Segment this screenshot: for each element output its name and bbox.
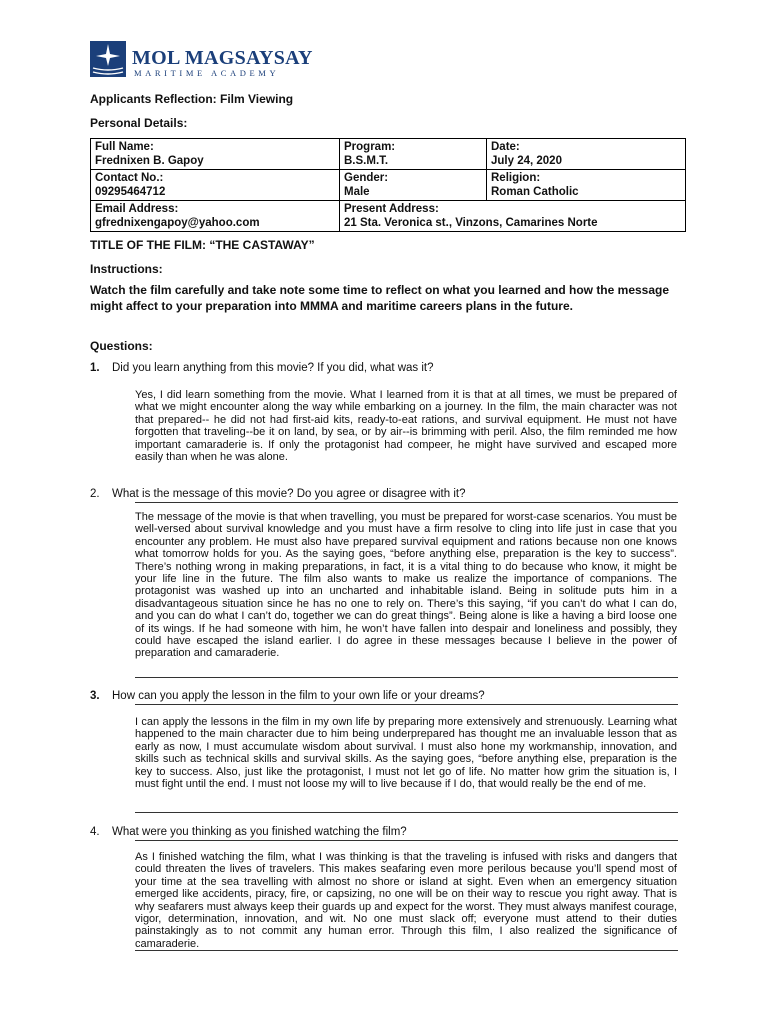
address-cell bbox=[340, 201, 686, 232]
religion-label: Religion: bbox=[491, 172, 541, 184]
question-number: 2. bbox=[90, 488, 100, 500]
full-name-label: Full Name: bbox=[95, 141, 154, 153]
question-text: Did you learn anything from this movie? If you did, what was it? bbox=[112, 362, 434, 374]
personal-details-table bbox=[90, 138, 686, 232]
document-title: Applicants Reflection: Film Viewing bbox=[90, 92, 294, 106]
table-row bbox=[91, 170, 686, 201]
date-value: July 24, 2020 bbox=[491, 155, 562, 167]
answer-line bbox=[135, 950, 678, 951]
email-value: gfrednixengapoy@yahoo.com bbox=[95, 217, 260, 229]
personal-details-heading: Personal Details: bbox=[90, 116, 188, 130]
answer-4: As I finished watching the film, what I was thinking is that the traveling is infused with risks and dangers that could threaten the lives of travelers. This makes seafaring even more perilous because you’ll spend most of your time at the sea travelling with almost no shore or island at sight. Even when an emergency situation emerged like accidents, piracy, fire, or capsizing, no one will be on their way to rescue you right away. That is why seafarers must always keep their guards up and expect for the worst. They must always manifest courage, vigor, determination, innovation, and wit. No one must slack off; everyone must attend to their duties painstakingly as to not commit any human error. Through this film, I also realized the significance of camaraderie. bbox=[135, 851, 677, 950]
logo-title: MOL MAGSAYSAY bbox=[132, 47, 313, 69]
gender-value: Male bbox=[344, 186, 370, 198]
answer-line bbox=[135, 812, 678, 813]
question-1 bbox=[90, 362, 434, 374]
answer-line bbox=[135, 677, 678, 678]
compass-star-logo-icon bbox=[90, 41, 126, 77]
address-label: Present Address: bbox=[344, 203, 439, 215]
date-cell bbox=[487, 139, 686, 170]
answer-3: I can apply the lessons in the film in my own life by preparing more extensively and strenuously. Learning what happened to the main character due to him being underprepared has thought me an invaluable lesson that as early as now, I must accumulate wisdom about survival. I must also hone my workmanship, innovation, and skills such as technical skills and survival skills. As the saying goes, “before anything else, preparation is the key to success. Also, just like the protagonist, I must not let go of life. No matter how grim the situation is, I must fight until the end. I must not loose my will to live because if I do, that would really be the end of me. bbox=[135, 716, 677, 791]
table-row bbox=[91, 139, 686, 170]
question-text: What is the message of this movie? Do you agree or disagree with it? bbox=[112, 488, 466, 500]
table-row bbox=[91, 201, 686, 232]
contact-cell bbox=[91, 170, 340, 201]
film-title: TITLE OF THE FILM: “THE CASTAWAY” bbox=[90, 238, 315, 252]
question-4 bbox=[90, 826, 407, 838]
religion-cell bbox=[487, 170, 686, 201]
question-text: How can you apply the lesson in the film to your own life or your dreams? bbox=[112, 690, 485, 702]
program-cell bbox=[340, 139, 487, 170]
answer-line bbox=[135, 840, 678, 841]
logo-subtitle: MARITIME ACADEMY bbox=[134, 68, 280, 78]
instructions-heading: Instructions: bbox=[90, 262, 163, 276]
question-2 bbox=[90, 488, 465, 500]
question-number: 3. bbox=[90, 690, 100, 702]
religion-value: Roman Catholic bbox=[491, 186, 579, 198]
question-number: 4. bbox=[90, 826, 100, 838]
contact-value: 09295464712 bbox=[95, 186, 166, 198]
email-cell bbox=[91, 201, 340, 232]
answer-line bbox=[135, 704, 678, 705]
gender-label: Gender: bbox=[344, 172, 389, 184]
question-text: What were you thinking as you finished watching the film? bbox=[112, 826, 407, 838]
instructions-text: Watch the film carefully and take note some time to reflect on what you learned and how the message might affect to your preparation into MMMA and maritime careers plans in the future. bbox=[90, 283, 670, 313]
program-label: Program: bbox=[344, 141, 396, 153]
full-name-cell bbox=[91, 139, 340, 170]
answer-1: Yes, I did learn something from the movie. What I learned from it is that at all times, we must be prepared of what we might encounter along the way while embarking on a journey. In the film, the main character was not that prepared-- he did not had first-aid kits, ready-to-eat rations, and survival equipment. He must not have forgotten that traveling--be it on land, by sea, or by air--is brimming with peril. Also, the film reminded me how important camaraderie is. If only the protagonist had compeer, he might have survived and escaped more easily than when he was alone. bbox=[135, 389, 677, 464]
address-value: 21 Sta. Veronica st., Vinzons, Camarines Norte bbox=[344, 217, 598, 229]
full-name-value: Frednixen B. Gapoy bbox=[95, 155, 204, 167]
academy-logo bbox=[90, 41, 313, 81]
answer-line bbox=[135, 502, 678, 503]
contact-label: Contact No.: bbox=[95, 172, 164, 184]
program-value: B.S.M.T. bbox=[344, 155, 389, 167]
gender-cell bbox=[340, 170, 487, 201]
question-number: 1. bbox=[90, 362, 100, 374]
answer-2: The message of the movie is that when travelling, you must be prepared for worst-case scenarios. You must be well-versed about survival knowledge and you must have a firm resolve to cling into life just in case that you encounter any problem. He must also have prepared survival equipment and rations because non one knows what tomorrow holds for you. As the saying goes, “before anything else, preparation is the key to success”. There’s nothing wrong in making preparations, in fact, it is a vital thing to do because who know, it might be your life line in the future. The film also wants to make us realize the importance of companions. The protagonist was washed up into an uncharted and inhabitable island. Being in solitude puts him in a disadvantageous situation since he has no one to rely on. There’s this saying, “if you can’t do what I can do, and you can do what I can’t do, together we can do great things”. Being alone is like a having a bird loose one of its wings. If he had someone with him, he won’t have fallen into despair and loneliness and possibly, they could have escaped the island earlier. I do agree in these messages because I believe in the power of preparation and camaraderie. bbox=[135, 511, 677, 660]
question-3 bbox=[90, 690, 485, 702]
date-label: Date: bbox=[491, 141, 520, 153]
email-label: Email Address: bbox=[95, 203, 179, 215]
questions-heading: Questions: bbox=[90, 339, 153, 353]
